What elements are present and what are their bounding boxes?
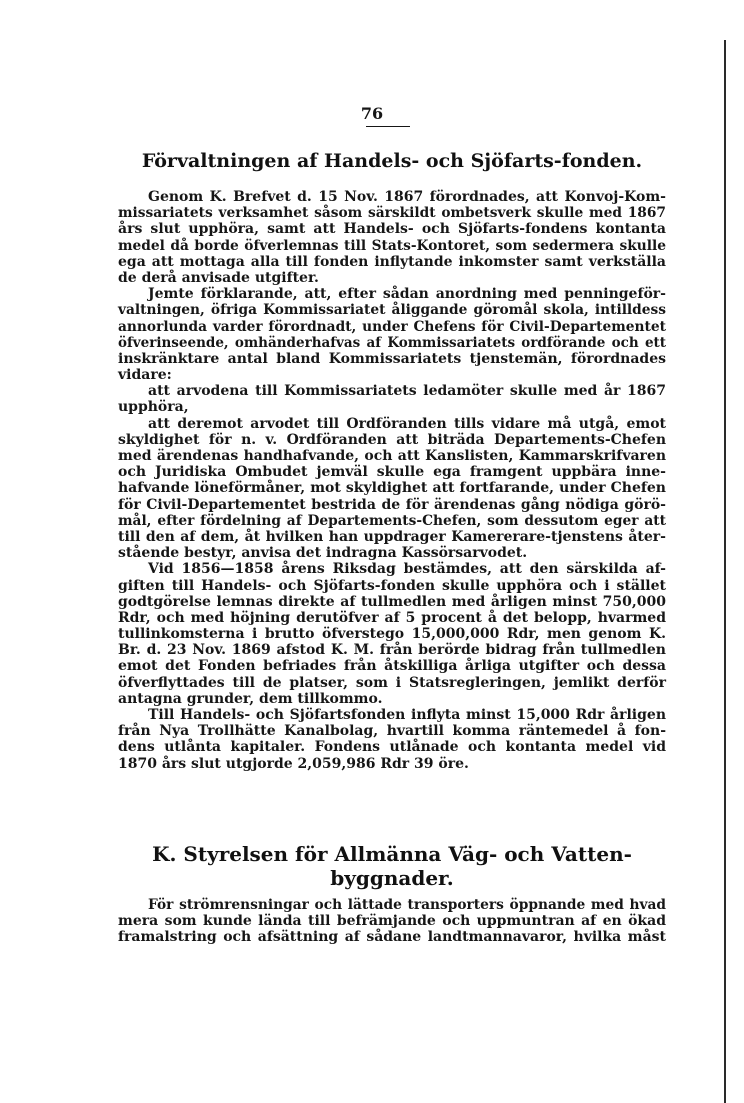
text-line: giften till Handels- och Sjöfarts-fonden skulle upphöra och i stället bbox=[118, 577, 666, 594]
section-body-vag-och-vattenbyggnader bbox=[118, 897, 666, 946]
text-line: Genom K. Brefvet d. 15 Nov. 1867 förordnades, att Konvoj-Kom- bbox=[148, 189, 666, 205]
text-line: skyldighet för n. v. Ordföranden att biträda Departements-Chefen bbox=[118, 431, 666, 448]
text-line: för Civil-Departementet bestrida de för ärendenas gång nödiga görö- bbox=[118, 496, 666, 513]
section-title-vag-och-vattenbyggnader bbox=[118, 842, 666, 890]
text-line: mål, efter fördelning af Departements-Chefen, som dessutom eger att bbox=[118, 512, 666, 529]
text-line: Till Handels- och Sjöfartsfonden inflyta minst 15,000 Rdr årligen bbox=[148, 707, 666, 723]
text-line: från Nya Trollhätte Kanalbolag, hvartill komma räntemedel å fon- bbox=[118, 723, 666, 740]
text-line: upphöra, bbox=[118, 399, 189, 416]
section-title-line: byggnader. bbox=[330, 866, 454, 890]
section-body-handels-sjofarts-fonden bbox=[118, 189, 666, 772]
text-line: Jemte förklarande, att, efter sådan anordning med penningeför- bbox=[148, 286, 666, 303]
text-line: att arvodena till Kommissariatets ledamöter skulle med år 1867 bbox=[148, 383, 666, 400]
text-line: Br. d. 23 Nov. 1869 afstod K. M. från berörde bidrag från tullmedlen bbox=[118, 642, 666, 659]
text-line: inskränktare antal bland Kommissariatets tjenstemän, förordnades bbox=[118, 350, 666, 367]
text-line: medel då borde öfverlemnas till Stats-Kontoret, som sedermera skulle bbox=[118, 237, 666, 254]
text-line: Rdr, och med höjning derutöfver af 5 procent å det belopp, hvarmed bbox=[118, 609, 666, 626]
text-line: stående bestyr, anvisa det indragna Kassörsarvodet. bbox=[118, 545, 528, 562]
text-line: Vid 1856—1858 årens Riksdag bestämdes, att den särskilda af- bbox=[148, 561, 666, 578]
text-line: tullinkomsterna i brutto öfverstego 15,000,000 Rdr, men genom K. bbox=[118, 626, 666, 643]
text-line: vidare: bbox=[118, 367, 172, 384]
text-line: emot det Fonden befriades från åtskilliga årliga utgifter och dessa bbox=[118, 658, 666, 675]
text-line: öfverflyttades till de platser, som i Statsregleringen, jemlikt derför bbox=[118, 674, 666, 691]
text-line: antagna grunder, dem tillkommo. bbox=[118, 690, 383, 707]
text-line: att deremot arvodet till Ordföranden tills vidare må utgå, emot bbox=[148, 415, 666, 432]
text-line: framalstring och afsättning af sådane landtmannavaror, hvilka måst bbox=[118, 929, 666, 946]
text-line: mera som kunde lända till befrämjande och uppmuntran af en ökad bbox=[118, 913, 666, 930]
section-title-line: K. Styrelsen för Allmänna Väg- och Vatten- bbox=[152, 842, 632, 866]
text-line: godtgörelse lemnas direkte af tullmedlen med årligen minst 750,000 bbox=[118, 593, 666, 610]
text-line: de derå anvisade utgifter. bbox=[118, 269, 319, 286]
text-line: hafvande löneförmåner, mot skyldighet att fortfarande, under Chefen bbox=[118, 480, 666, 497]
text-line: valtningen, öfriga Kommissariatet åliggande göromål skola, intilldess bbox=[118, 302, 666, 319]
text-line: annorlunda varder förordnadt, under Chefens för Civil-Departementet bbox=[118, 318, 666, 335]
text-line: missariatets verksamhet såsom särskildt ombetsverk skulle med 1867 bbox=[118, 205, 666, 222]
text-line: till den af dem, åt hvilken han uppdrager Kamererare-tjenstens åter- bbox=[118, 528, 666, 545]
text-line: med ärendenas handhafvande, och att Kanslisten, Kammarskrifvaren bbox=[118, 448, 666, 464]
page-number-rule bbox=[366, 126, 410, 127]
text-line: ega att mottaga alla till fonden inflytande inkomster samt verkställa bbox=[118, 253, 666, 270]
text-line: 1870 års slut utgjorde 2,059,986 Rdr 39 öre. bbox=[118, 755, 469, 772]
text-line: dens utlånta kapitaler. Fondens utlånade och kontanta medel vid bbox=[118, 739, 666, 756]
text-line: öfverinseende, omhänderhafvas af Kommissariatets ordförande och ett bbox=[118, 334, 666, 351]
section-title-handels-sjofarts-fonden: Förvaltningen af Handels- och Sjöfarts-fonden. bbox=[141, 150, 643, 172]
text-line: års slut upphöra, samt att Handels- och Sjöfarts-fondens kontanta bbox=[118, 221, 666, 238]
page-edge-line bbox=[724, 40, 726, 1103]
page-number: 76 bbox=[360, 104, 384, 123]
text-line: och Juridiska Ombudet jemväl skulle ega framgent uppbära inne- bbox=[118, 464, 666, 481]
text-line: För strömrensningar och lättade transporters öppnande med hvad bbox=[148, 897, 666, 913]
